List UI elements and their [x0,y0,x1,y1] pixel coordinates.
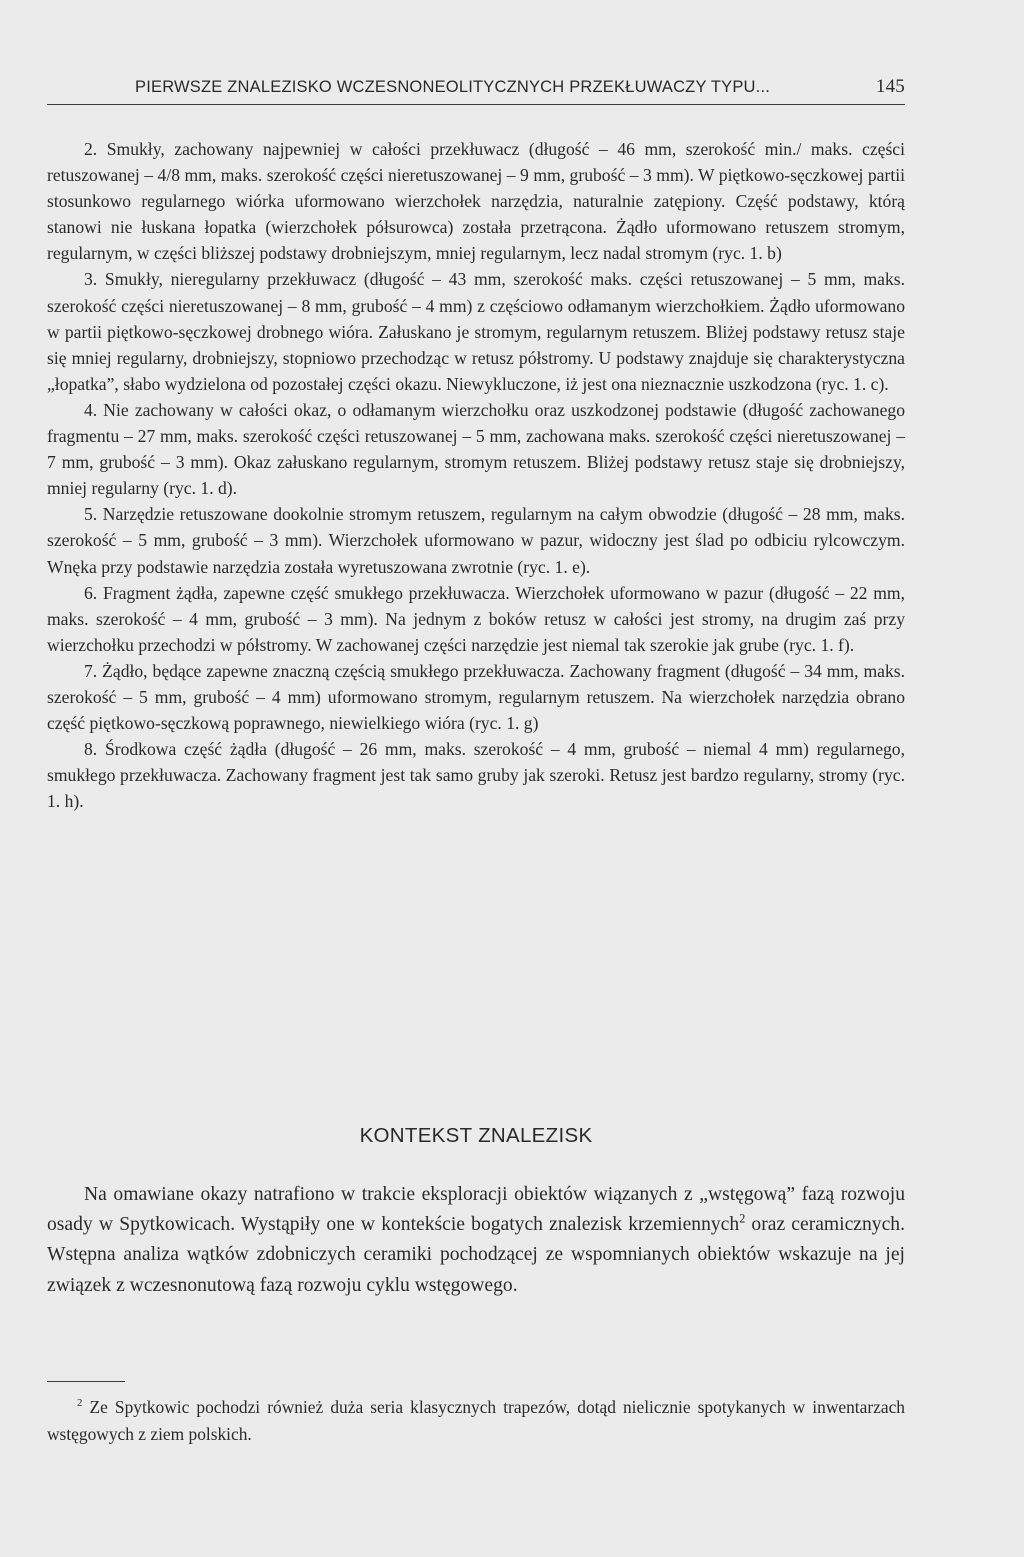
paragraph-item-5: 5. Narzędzie retuszowane dookolnie stromym retuszem, regularnym na całym obwodzie (długość – 28 mm, maks. szerokość – 5 mm, grubość – 3 mm). Wierzchołek uformowano w pazur, widoczny jest ślad po odbiciu rylcowczym. Wnęka przy podstawie narzędzia została wyretuszowana zwrotnie (ryc. 1. e). [47,504,905,577]
paragraph-item-8: 8. Środkowa część żądła (długość – 26 mm, maks. szerokość – 4 mm, grubość – niemal 4 mm) regularnego, smukłego przekłuwacza. Zachowany fragment jest tak samo gruby jak szeroki. Retusz jest bardzo regularny, stromy (ryc. 1. h). [47,739,905,812]
footnote-reference: 2 [739,1211,746,1226]
context-text-start: Na omawiane okazy natrafiono w trakcie eksploracji obiektów wiązanych z „wstęgową” fazą rozwoju osady w Spytkowicach. Wystąpiły one w kontekście bogatych znalezisk krzemiennych [47,1184,905,1236]
paragraph-item-3: 3. Smukły, nieregularny przekłuwacz (długość – 43 mm, szerokość maks. części retuszowanej – 5 mm, maks. szerokość części nieretuszowanej – 8 mm, grubość – 4 mm) z częściowo odłamanym wierzchołkiem. Żądło uformowano w partii piętkowo-sęczkowej drobnego wióra. Załuskano je stromym, regularnym retuszem. Bliżej podstawy retusz staje się mniej regularny, drobniejszy, stopniowo przechodząc w retusz półstromy. U podstawy znajduje się charakterystyczna „łopatka”, słabo wydzielona od pozostałej części okazu. Niewykluczone, iż jest ona nieznacznie uszkodzona (ryc. 1. c). [47,269,905,394]
footnote-number: 2 [77,1397,83,1410]
context-text-end: oraz ceramicznych. Wstępna analiza wątków zdobniczych ceramiki pochodzącej ze wspomnianych obiektów wskazuje na jej związek z wczesnonutową fazą rozwoju cyklu wstęgowego. [47,1214,905,1296]
section-heading: KONTEKST ZNALEZISK [359,1124,593,1147]
artifact-descriptions [47,136,905,814]
running-header [47,74,905,105]
footnote-paragraph [47,1394,905,1447]
footnote-separator [47,1381,125,1382]
footnote-text: Ze Spytkowic pochodzi również duża seria klasycznych trapezów, dotąd nielicznie spotykanych w inwentarzach wstęgowych z ziem polskich. [47,1397,905,1444]
context-paragraph [47,1180,905,1301]
running-title: PIERWSZE ZNALEZISKO WCZESNONEOLITYCZNYCH PRZEKŁUWACZY TYPU... [135,78,771,96]
paragraph-item-4: 4. Nie zachowany w całości okaz, o odłamanym wierzchołku oraz uszkodzonej podstawie (długość zachowanego fragmentu – 27 mm, maks. szerokość części retuszowanej – 5 mm, zachowana maks. szerokość części nieretuszowanej – 7 mm, grubość – 3 mm). Okaz załuskano regularnym, stromym retuszem. Bliżej podstawy retusz staje się drobniejszy, mniej regularny (ryc. 1. d). [47,399,905,499]
paragraph-item-2: 2. Smukły, zachowany najpewniej w całości przekłuwacz (długość – 46 mm, szerokość min./ maks. części retuszowanej – 4/8 mm, maks. szerokość części nieretuszowanej – 9 mm, grubość – 3 mm). W piętkowo-sęczkowej partii stosunkowo regularnego wiórka uformowano wierzchołek narzędzia, naturalnie zatępiony. Część podstawy, którą stanowi nie łuskana łopatka (wierzchołek półsurowca) została przetrącona. Żądło uformowano retuszem stromym, regularnym, w części bliższej podstawy drobniejszym, mniej regularnym, lecz nadal stromym (ryc. 1. b) [47,139,905,264]
page-number: 145 [875,76,905,97]
paragraph-item-7: 7. Żądło, będące zapewne znaczną częścią smukłego przekłuwacza. Zachowany fragment (długość – 34 mm, maks. szerokość – 5 mm, grubość – 4 mm) uformowano stromym, regularnym retuszem. Na wierzchołek narzędzia obrano część piętkowo-sęczkową poprawnego, niewielkiego wióra (ryc. 1. g) [47,660,905,734]
paragraph-item-6: 6. Fragment żądła, zapewne część smukłego przekłuwacza. Wierzchołek uformowano w pazur (długość – 22 mm, maks. szerokość – 4 mm, grubość – 3 mm). Na jednym z boków retusz w całości jest stromy, na drugim zaś przy wierzchołku przechodzi w półstromy. W zachowanej części narzędzie jest niemal tak szerokie jak grube (ryc. 1. f). [47,582,905,655]
footnote [47,1394,905,1447]
section-paragraph [47,1180,905,1301]
